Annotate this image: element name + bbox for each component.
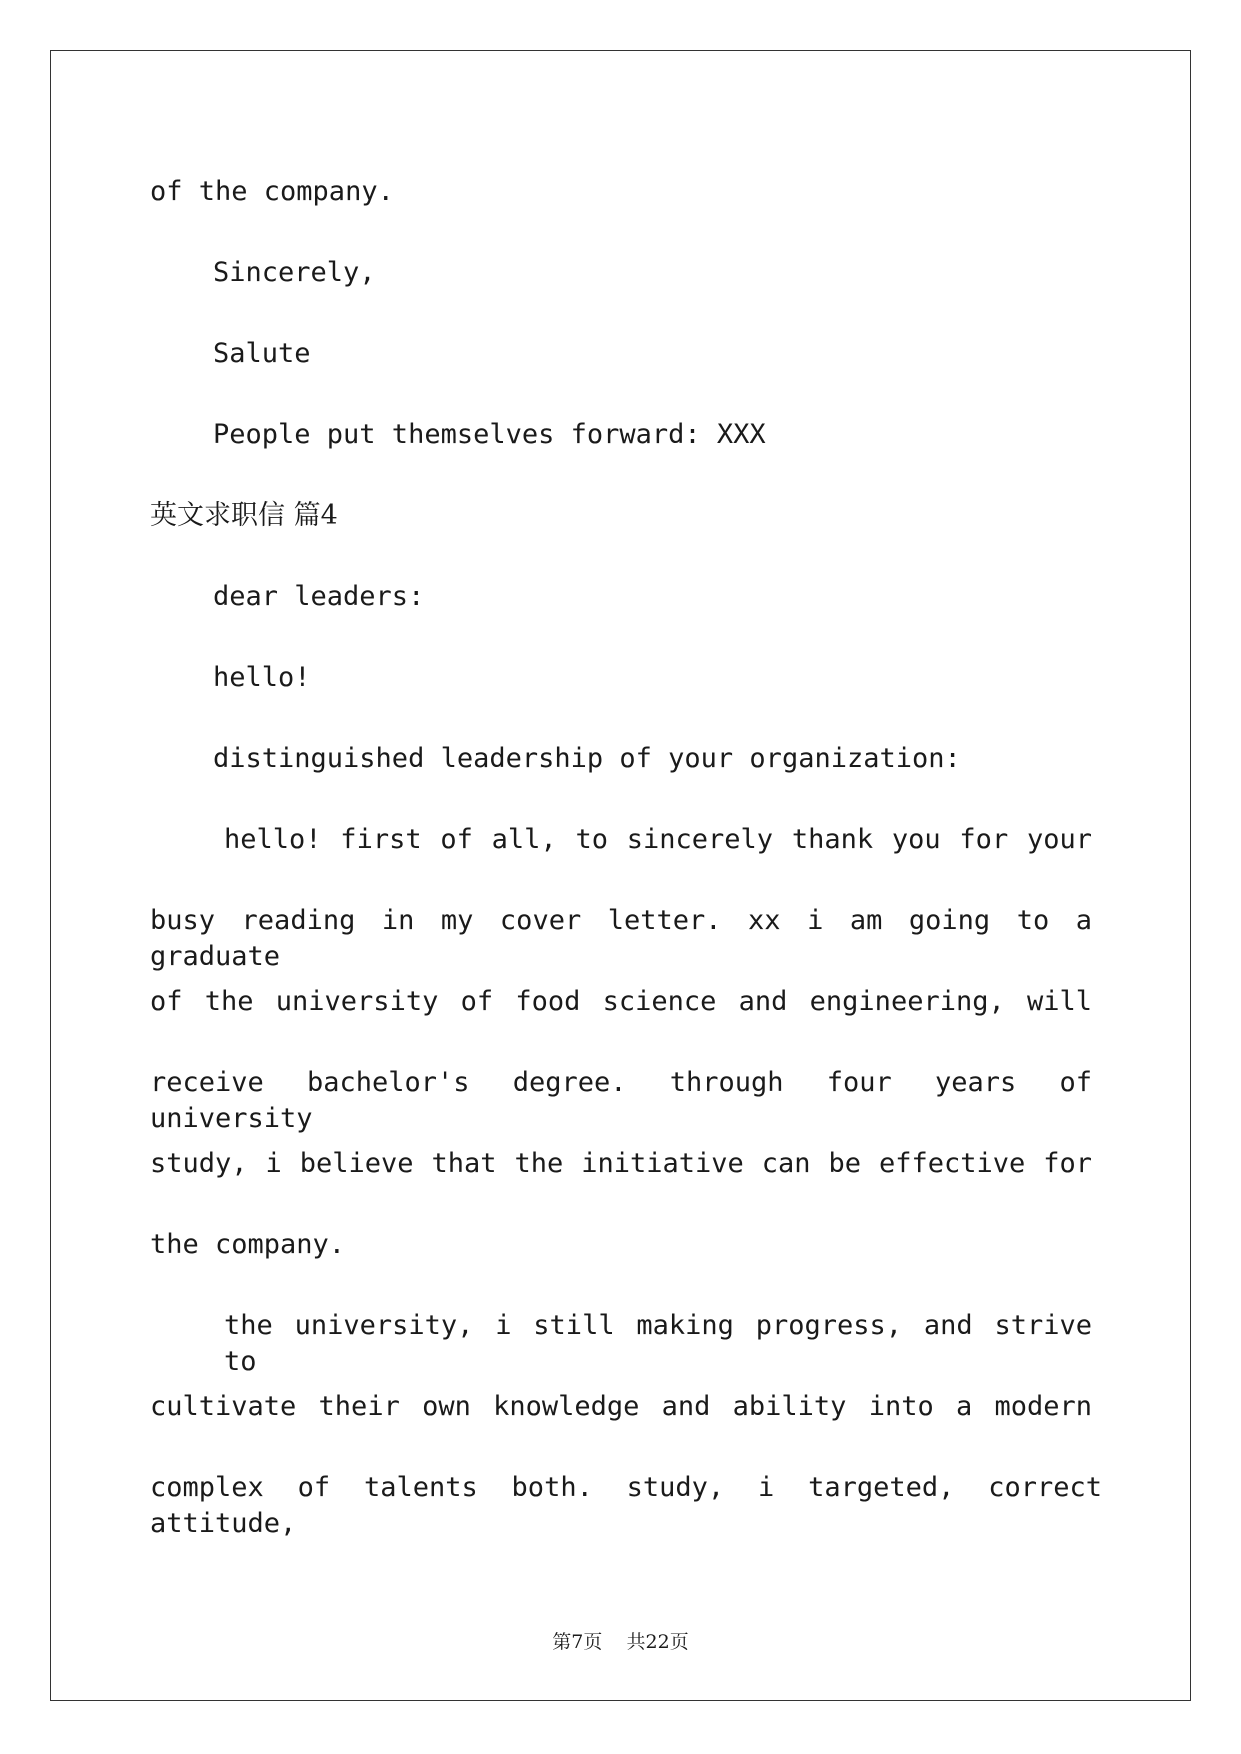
page-footer: [0, 1630, 1241, 1654]
section-heading: 英文求职信 篇4: [150, 500, 338, 531]
paragraph-line: hello! first of all, to sincerely thank you for your: [224, 824, 1092, 855]
paragraph-line: study, i believe that the initiative can be effective for: [150, 1148, 1092, 1179]
paragraph-line: busy reading in my cover letter. xx i am going to a graduate: [150, 905, 1092, 972]
page-prefix: 第: [552, 1631, 572, 1653]
page-suffix: 页: [583, 1631, 603, 1653]
closing-sincerely: Sincerely,: [213, 257, 376, 288]
page-frame: [50, 50, 1191, 1701]
greeting: hello!: [213, 662, 311, 693]
paragraph-line: receive bachelor's degree. through four years of university: [150, 1067, 1092, 1134]
salutation: dear leaders:: [213, 581, 425, 612]
page-number: 7: [571, 1631, 584, 1653]
total-prefix: 共: [626, 1631, 646, 1653]
paragraph-line: complex of talents both. study, i targeted, correct attitude,: [150, 1472, 1102, 1539]
total-suffix: 页: [669, 1631, 689, 1653]
total-number: 22: [645, 1631, 670, 1653]
signature-line: People put themselves forward: XXX: [213, 419, 766, 450]
paragraph-line: the company.: [150, 1229, 346, 1260]
closing-salute: Salute: [213, 338, 311, 369]
text-line: of the company.: [150, 176, 394, 207]
address-line: distinguished leadership of your organization:: [213, 743, 961, 774]
paragraph-line: of the university of food science and engineering, will: [150, 986, 1092, 1017]
paragraph-line: the university, i still making progress, and strive to: [224, 1310, 1092, 1377]
paragraph-line: cultivate their own knowledge and ability into a modern: [150, 1391, 1092, 1422]
